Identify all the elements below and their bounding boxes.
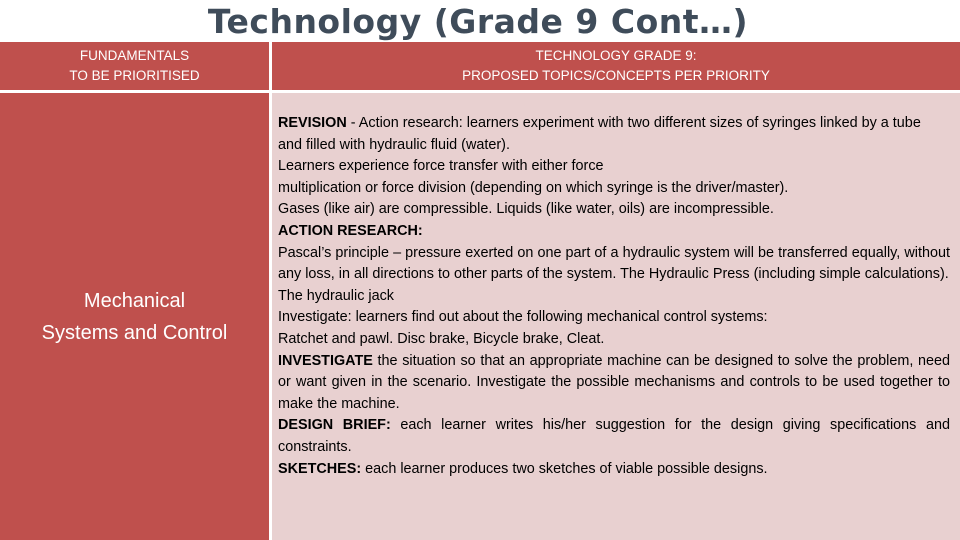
topic-action-research-heading: ACTION RESEARCH:: [278, 222, 423, 239]
header-fundamentals-line-2: TO BE PRIORITISED: [69, 68, 200, 83]
header-topics-line-1: TECHNOLOGY GRADE 9:: [535, 48, 697, 63]
topics-table: [0, 42, 960, 540]
topic-investigate-controls: Investigate: learners find out about the following mechanical control systems:: [278, 309, 768, 326]
header-fundamentals: [0, 42, 269, 90]
topic-sketches: [278, 459, 950, 481]
topic-revision-text: - Action research: learners experiment with two different sizes of syringes linked by a tube: [346, 115, 921, 131]
topic-sketches-text: each learner produces two sketches of viable possible designs.: [361, 460, 768, 477]
topic-line-3: Learners experience force transfer with either force: [278, 158, 604, 175]
topic-design-brief: [278, 415, 950, 458]
topic-line-2: and filled with hydraulic fluid (water).: [278, 136, 510, 153]
topic-investigate-label: INVESTIGATE: [278, 352, 373, 369]
fundamental-cell: [0, 93, 269, 540]
header-topics: [272, 42, 960, 90]
header-fundamentals-line-1: FUNDAMENTALS: [79, 48, 190, 63]
fundamental-line-1: Mechanical: [83, 289, 186, 312]
topic-design-brief-text: each learner writes his/her suggestion for the design giving specifications and constraints.: [278, 417, 950, 455]
slide-title: [0, 2, 960, 42]
topic-design-brief-label: DESIGN BRIEF:: [278, 417, 391, 434]
slide-title-text: Technology (Grade 9 Cont…): [207, 2, 749, 41]
topic-control-systems: Ratchet and pawl. Disc brake, Bicycle brake, Cleat.: [278, 330, 605, 347]
topics-cell: [272, 93, 960, 540]
topic-hydraulic-jack: The hydraulic jack: [278, 287, 394, 304]
header-topics-line-2: PROPOSED TOPICS/CONCEPTS PER PRIORITY: [462, 68, 770, 83]
topic-revision-label: REVISION: [278, 115, 347, 131]
topic-investigate-text: the situation so that an appropriate machine can be designed to solve the problem, need or want given in the scenario. Investigate the possible mechanisms and controls to be used together to make the machine.: [278, 352, 950, 412]
fundamental-line-2: Systems and Control: [41, 321, 228, 344]
topic-line-5: Gases (like air) are compressible. Liquids (like water, oils) are incompressible.: [278, 201, 774, 218]
topic-sketches-label: SKETCHES:: [278, 460, 362, 477]
topic-line-4: multiplication or force division (depending on which syringe is the driver/master).: [278, 179, 789, 196]
topic-investigate: [278, 351, 950, 416]
topic-revision: [278, 113, 950, 135]
topic-pascal-principle: Pascal’s principle – pressure exerted on one part of a hydraulic system will be transferred equally, without any loss, in all directions to other parts of the system. The Hydraulic Press (including simple calculations).: [278, 244, 950, 283]
